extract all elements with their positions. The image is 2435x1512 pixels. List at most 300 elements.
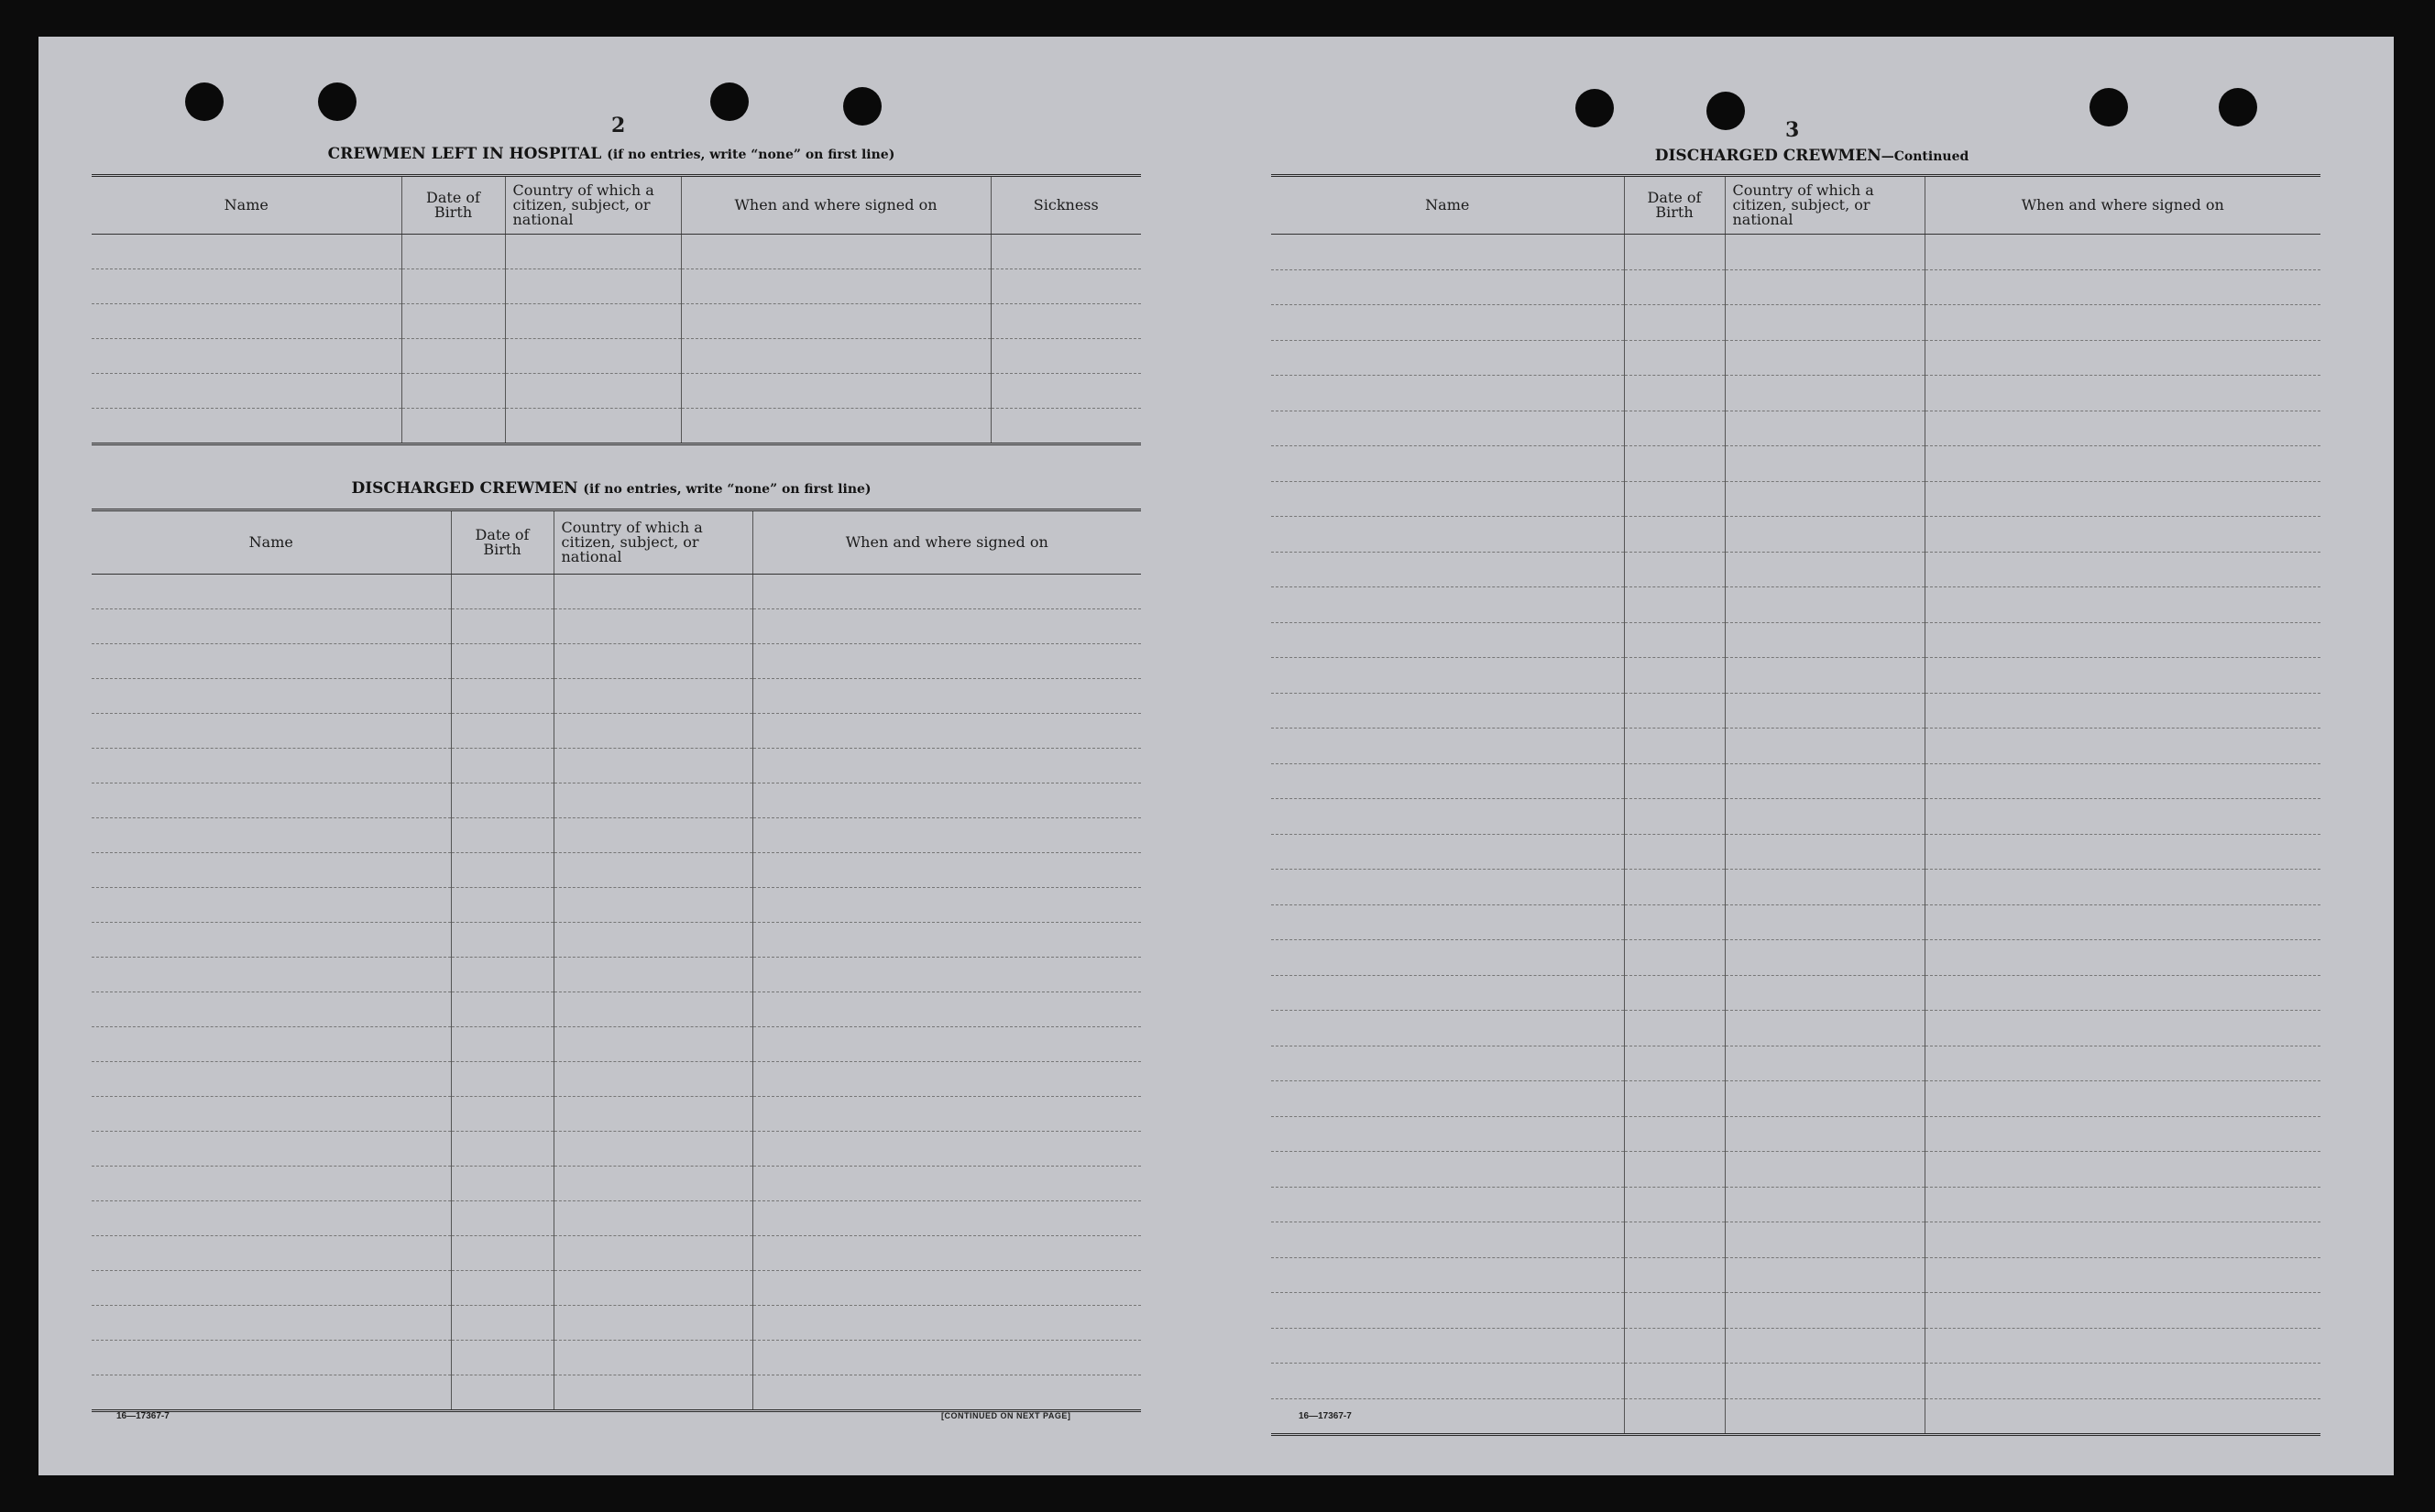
blank-cell	[1925, 411, 2320, 446]
blank-cell	[92, 1201, 451, 1236]
blank-cell	[451, 1306, 554, 1341]
blank-cell	[1925, 446, 2320, 482]
form-row	[1271, 1011, 2320, 1046]
blank-cell	[1271, 1081, 1624, 1117]
blank-cell	[1925, 799, 2320, 835]
blank-cell	[401, 235, 505, 269]
blank-cell	[451, 1097, 554, 1132]
blank-cell	[92, 1306, 451, 1341]
blank-cell	[991, 409, 1141, 444]
form-row	[1271, 1222, 2320, 1258]
form-row	[92, 1132, 1141, 1167]
blank-cell	[1725, 799, 1925, 835]
form-row	[1271, 411, 2320, 446]
form-row	[92, 374, 1141, 409]
blank-cell	[1725, 1364, 1925, 1399]
form-row	[1271, 799, 2320, 835]
blank-cell	[1624, 975, 1725, 1011]
blank-cell	[1624, 481, 1725, 517]
blank-cell	[1271, 622, 1624, 658]
blank-cell	[451, 888, 554, 923]
blank-cell	[554, 958, 752, 992]
blank-cell	[92, 1341, 451, 1375]
blank-cell	[1271, 729, 1624, 764]
blank-cell	[1624, 411, 1725, 446]
blank-cell	[1624, 904, 1725, 940]
blank-cell	[451, 575, 554, 609]
blank-cell	[451, 1167, 554, 1201]
discharged-section-title	[93, 479, 1129, 498]
blank-cell	[1925, 940, 2320, 976]
blank-cell	[681, 339, 991, 374]
blank-cell	[451, 1375, 554, 1411]
blank-cell	[1725, 1293, 1925, 1329]
column-header-signed-on: When and where signed on	[752, 510, 1141, 575]
form-row	[1271, 517, 2320, 553]
blank-cell	[554, 1097, 752, 1132]
blank-cell	[1271, 411, 1624, 446]
page-number-right: 3	[1785, 118, 1800, 142]
form-row	[1271, 1257, 2320, 1293]
blank-cell	[554, 1271, 752, 1306]
blank-cell	[1624, 340, 1725, 376]
hospital-title-text: CREWMEN LEFT IN HOSPITAL	[327, 145, 602, 163]
form-row	[92, 1236, 1141, 1271]
blank-cell	[1624, 1328, 1725, 1364]
discharged-instruction: (if no entries, write “none” on first line)	[583, 482, 872, 497]
blank-cell	[451, 714, 554, 749]
blank-cell	[1725, 1046, 1925, 1081]
punch-hole	[710, 82, 749, 121]
blank-cell	[1271, 870, 1624, 905]
form-row	[92, 1271, 1141, 1306]
blank-cell	[451, 1341, 554, 1375]
punch-hole	[2219, 88, 2257, 126]
blank-cell	[752, 749, 1141, 783]
blank-cell	[1271, 481, 1624, 517]
form-row	[92, 1062, 1141, 1097]
blank-cell	[1624, 376, 1725, 411]
blank-cell	[752, 1132, 1141, 1167]
column-header-date-of-birth: Date of Birth	[1624, 176, 1725, 235]
blank-cell	[681, 304, 991, 339]
form-row	[1271, 552, 2320, 587]
blank-cell	[1624, 870, 1725, 905]
form-row	[92, 958, 1141, 992]
blank-cell	[1725, 1187, 1925, 1222]
blank-cell	[1271, 1222, 1624, 1258]
blank-cell	[451, 783, 554, 818]
blank-cell	[1725, 340, 1925, 376]
blank-cell	[1725, 481, 1925, 517]
form-row	[1271, 1046, 2320, 1081]
blank-cell	[1725, 517, 1925, 553]
blank-cell	[1271, 693, 1624, 729]
blank-cell	[1624, 693, 1725, 729]
blank-cell	[401, 339, 505, 374]
blank-cell	[1624, 235, 1725, 270]
form-row	[1271, 1116, 2320, 1152]
blank-cell	[92, 749, 451, 783]
discharged-continued-table	[1271, 174, 2320, 1436]
blank-cell	[1725, 1116, 1925, 1152]
blank-cell	[451, 609, 554, 644]
blank-cell	[1725, 834, 1925, 870]
blank-cell	[1725, 904, 1925, 940]
blank-cell	[1624, 1222, 1725, 1258]
blank-cell	[1624, 658, 1725, 694]
blank-cell	[1725, 269, 1925, 305]
blank-cell	[1725, 693, 1925, 729]
blank-cell	[1725, 975, 1925, 1011]
blank-cell	[1925, 1293, 2320, 1329]
blank-cell	[92, 339, 401, 374]
blank-cell	[752, 783, 1141, 818]
column-header-date-of-birth: Date of Birth	[451, 510, 554, 575]
blank-cell	[92, 1097, 451, 1132]
form-row	[1271, 446, 2320, 482]
blank-cell	[505, 409, 681, 444]
form-row	[92, 609, 1141, 644]
column-header-country: Country of which a citizen, subject, or national	[1725, 176, 1925, 235]
blank-cell	[505, 235, 681, 269]
blank-cell	[451, 992, 554, 1027]
blank-cell	[451, 923, 554, 958]
form-row	[1271, 729, 2320, 764]
blank-cell	[92, 714, 451, 749]
blank-cell	[1925, 1011, 2320, 1046]
blank-cell	[1271, 1152, 1624, 1188]
punch-hole	[843, 87, 882, 126]
blank-cell	[1624, 622, 1725, 658]
blank-cell	[505, 269, 681, 304]
blank-cell	[1725, 411, 1925, 446]
blank-cell	[1624, 1046, 1725, 1081]
blank-cell	[752, 1167, 1141, 1201]
blank-cell	[1624, 763, 1725, 799]
blank-cell	[1925, 481, 2320, 517]
blank-cell	[752, 1062, 1141, 1097]
blank-cell	[1624, 1011, 1725, 1046]
blank-cell	[991, 339, 1141, 374]
form-row	[1271, 870, 2320, 905]
blank-cell	[1624, 305, 1725, 341]
hospital-table	[92, 174, 1141, 445]
blank-cell	[1925, 340, 2320, 376]
blank-cell	[505, 339, 681, 374]
column-header-name: Name	[1271, 176, 1624, 235]
column-header-sickness: Sickness	[991, 176, 1141, 235]
form-row	[1271, 587, 2320, 623]
blank-cell	[1725, 552, 1925, 587]
blank-cell	[1725, 376, 1925, 411]
discharged-title-text: DISCHARGED CREWMEN	[351, 479, 578, 498]
blank-cell	[451, 958, 554, 992]
continued-note: [CONTINUED ON NEXT PAGE]	[941, 1411, 1071, 1420]
blank-cell	[991, 269, 1141, 304]
blank-cell	[1725, 1222, 1925, 1258]
blank-cell	[1624, 729, 1725, 764]
form-row	[1271, 693, 2320, 729]
blank-cell	[1271, 799, 1624, 835]
blank-cell	[1271, 305, 1624, 341]
blank-cell	[1725, 870, 1925, 905]
blank-cell	[1725, 1081, 1925, 1117]
blank-cell	[1271, 975, 1624, 1011]
form-number-right: 16—17367-7	[1299, 1411, 1352, 1421]
blank-cell	[401, 374, 505, 409]
blank-cell	[92, 374, 401, 409]
blank-cell	[1925, 658, 2320, 694]
blank-cell	[92, 888, 451, 923]
form-row	[92, 783, 1141, 818]
blank-cell	[451, 1201, 554, 1236]
punch-hole	[1706, 92, 1745, 130]
hospital-section-title	[93, 145, 1129, 163]
blank-cell	[991, 304, 1141, 339]
blank-cell	[1925, 1364, 2320, 1399]
form-row	[92, 575, 1141, 609]
blank-cell	[1925, 1081, 2320, 1117]
form-row	[1271, 376, 2320, 411]
blank-cell	[92, 1271, 451, 1306]
blank-cell	[681, 269, 991, 304]
blank-cell	[554, 1306, 752, 1341]
form-row	[92, 235, 1141, 269]
form-number-left: 16—17367-7	[116, 1411, 170, 1421]
blank-cell	[1725, 1152, 1925, 1188]
form-row	[1271, 269, 2320, 305]
page-number-left: 2	[611, 114, 626, 137]
form-row	[1271, 1398, 2320, 1435]
blank-cell	[92, 853, 451, 888]
blank-cell	[554, 609, 752, 644]
blank-cell	[1271, 552, 1624, 587]
blank-cell	[554, 575, 752, 609]
blank-cell	[1925, 729, 2320, 764]
hospital-instruction: (if no entries, write “none” on first line)	[607, 148, 895, 162]
column-header-date-of-birth: Date of Birth	[401, 176, 505, 235]
column-header-name: Name	[92, 510, 451, 575]
blank-cell	[1624, 587, 1725, 623]
blank-cell	[1925, 622, 2320, 658]
form-row	[1271, 975, 2320, 1011]
blank-cell	[1271, 235, 1624, 270]
blank-cell	[1271, 904, 1624, 940]
blank-cell	[1624, 834, 1725, 870]
blank-cell	[1925, 1116, 2320, 1152]
blank-cell	[92, 644, 451, 679]
blank-cell	[451, 749, 554, 783]
blank-cell	[505, 374, 681, 409]
blank-cell	[1925, 1398, 2320, 1435]
blank-cell	[1925, 269, 2320, 305]
blank-cell	[451, 1062, 554, 1097]
blank-cell	[752, 1201, 1141, 1236]
form-row	[92, 679, 1141, 714]
blank-cell	[1271, 1011, 1624, 1046]
blank-cell	[1271, 658, 1624, 694]
blank-cell	[1725, 763, 1925, 799]
blank-cell	[92, 409, 401, 444]
blank-cell	[1624, 1152, 1725, 1188]
blank-cell	[1725, 1011, 1925, 1046]
blank-cell	[1725, 1257, 1925, 1293]
blank-cell	[1624, 1257, 1725, 1293]
column-header-signed-on: When and where signed on	[681, 176, 991, 235]
blank-cell	[92, 679, 451, 714]
blank-cell	[554, 1341, 752, 1375]
blank-cell	[401, 269, 505, 304]
blank-cell	[1725, 446, 1925, 482]
form-row	[92, 1375, 1141, 1411]
blank-cell	[1925, 834, 2320, 870]
blank-cell	[752, 575, 1141, 609]
form-row	[92, 888, 1141, 923]
blank-cell	[554, 1132, 752, 1167]
blank-cell	[92, 269, 401, 304]
blank-cell	[1624, 799, 1725, 835]
form-row	[92, 304, 1141, 339]
discharged-continued-title-text: DISCHARGED CREWMEN	[1654, 147, 1881, 165]
blank-cell	[752, 679, 1141, 714]
blank-cell	[401, 409, 505, 444]
continued-suffix: —Continued	[1881, 149, 1969, 164]
blank-cell	[752, 1236, 1141, 1271]
column-header-name: Name	[92, 176, 401, 235]
blank-cell	[1624, 1081, 1725, 1117]
punch-hole	[1575, 89, 1614, 127]
blank-cell	[1925, 1222, 2320, 1258]
blank-cell	[554, 1236, 752, 1271]
blank-cell	[451, 853, 554, 888]
form-row	[92, 992, 1141, 1027]
blank-cell	[1624, 1116, 1725, 1152]
blank-cell	[1624, 940, 1725, 976]
blank-cell	[554, 1375, 752, 1411]
blank-cell	[1271, 834, 1624, 870]
blank-cell	[1925, 552, 2320, 587]
blank-cell	[1925, 517, 2320, 553]
blank-cell	[451, 818, 554, 853]
blank-cell	[451, 1027, 554, 1062]
form-row	[1271, 1081, 2320, 1117]
blank-cell	[554, 818, 752, 853]
blank-cell	[1624, 552, 1725, 587]
blank-cell	[554, 923, 752, 958]
form-row	[92, 1306, 1141, 1341]
blank-cell	[752, 958, 1141, 992]
blank-cell	[752, 818, 1141, 853]
blank-cell	[92, 1132, 451, 1167]
blank-cell	[505, 304, 681, 339]
form-row	[92, 1097, 1141, 1132]
column-header-country: Country of which a citizen, subject, or national	[505, 176, 681, 235]
form-row	[1271, 235, 2320, 270]
form-row	[1271, 305, 2320, 341]
blank-cell	[1271, 940, 1624, 976]
blank-cell	[1925, 763, 2320, 799]
blank-cell	[92, 575, 451, 609]
blank-cell	[752, 1341, 1141, 1375]
blank-cell	[752, 1097, 1141, 1132]
blank-cell	[92, 1375, 451, 1411]
blank-cell	[554, 679, 752, 714]
column-header-country: Country of which a citizen, subject, or national	[554, 510, 752, 575]
blank-cell	[1925, 305, 2320, 341]
blank-cell	[554, 749, 752, 783]
blank-cell	[1725, 587, 1925, 623]
blank-cell	[752, 714, 1141, 749]
blank-cell	[92, 818, 451, 853]
blank-cell	[554, 1201, 752, 1236]
blank-cell	[451, 679, 554, 714]
blank-cell	[1925, 1328, 2320, 1364]
blank-cell	[92, 235, 401, 269]
blank-cell	[1271, 1046, 1624, 1081]
blank-cell	[1271, 1187, 1624, 1222]
blank-cell	[92, 304, 401, 339]
discharged-table	[92, 509, 1141, 1412]
form-row	[92, 1201, 1141, 1236]
form-row	[1271, 1328, 2320, 1364]
form-row	[1271, 340, 2320, 376]
blank-cell	[554, 1167, 752, 1201]
blank-cell	[1271, 1293, 1624, 1329]
blank-cell	[451, 1271, 554, 1306]
form-row	[92, 749, 1141, 783]
document-sheet	[38, 37, 2394, 1475]
column-header-signed-on: When and where signed on	[1925, 176, 2320, 235]
form-row	[1271, 481, 2320, 517]
blank-cell	[554, 853, 752, 888]
form-row	[92, 1027, 1141, 1062]
form-row	[92, 923, 1141, 958]
form-row	[1271, 904, 2320, 940]
blank-cell	[1624, 1364, 1725, 1399]
blank-cell	[92, 1062, 451, 1097]
blank-cell	[1925, 376, 2320, 411]
blank-cell	[752, 644, 1141, 679]
form-row	[92, 853, 1141, 888]
blank-cell	[1925, 1152, 2320, 1188]
blank-cell	[554, 714, 752, 749]
form-row	[1271, 1364, 2320, 1399]
form-row	[1271, 834, 2320, 870]
blank-cell	[1925, 1257, 2320, 1293]
blank-cell	[681, 235, 991, 269]
blank-cell	[1725, 622, 1925, 658]
blank-cell	[1271, 517, 1624, 553]
form-row	[1271, 1152, 2320, 1188]
form-row	[92, 818, 1141, 853]
punch-hole	[185, 82, 224, 121]
blank-cell	[554, 1062, 752, 1097]
blank-cell	[752, 1375, 1141, 1411]
blank-cell	[1725, 235, 1925, 270]
form-row	[1271, 763, 2320, 799]
blank-cell	[92, 609, 451, 644]
blank-cell	[1725, 1328, 1925, 1364]
blank-cell	[554, 644, 752, 679]
blank-cell	[1725, 940, 1925, 976]
blank-cell	[752, 888, 1141, 923]
blank-cell	[554, 992, 752, 1027]
punch-hole	[318, 82, 356, 121]
blank-cell	[1925, 870, 2320, 905]
blank-cell	[451, 1236, 554, 1271]
blank-cell	[92, 1027, 451, 1062]
